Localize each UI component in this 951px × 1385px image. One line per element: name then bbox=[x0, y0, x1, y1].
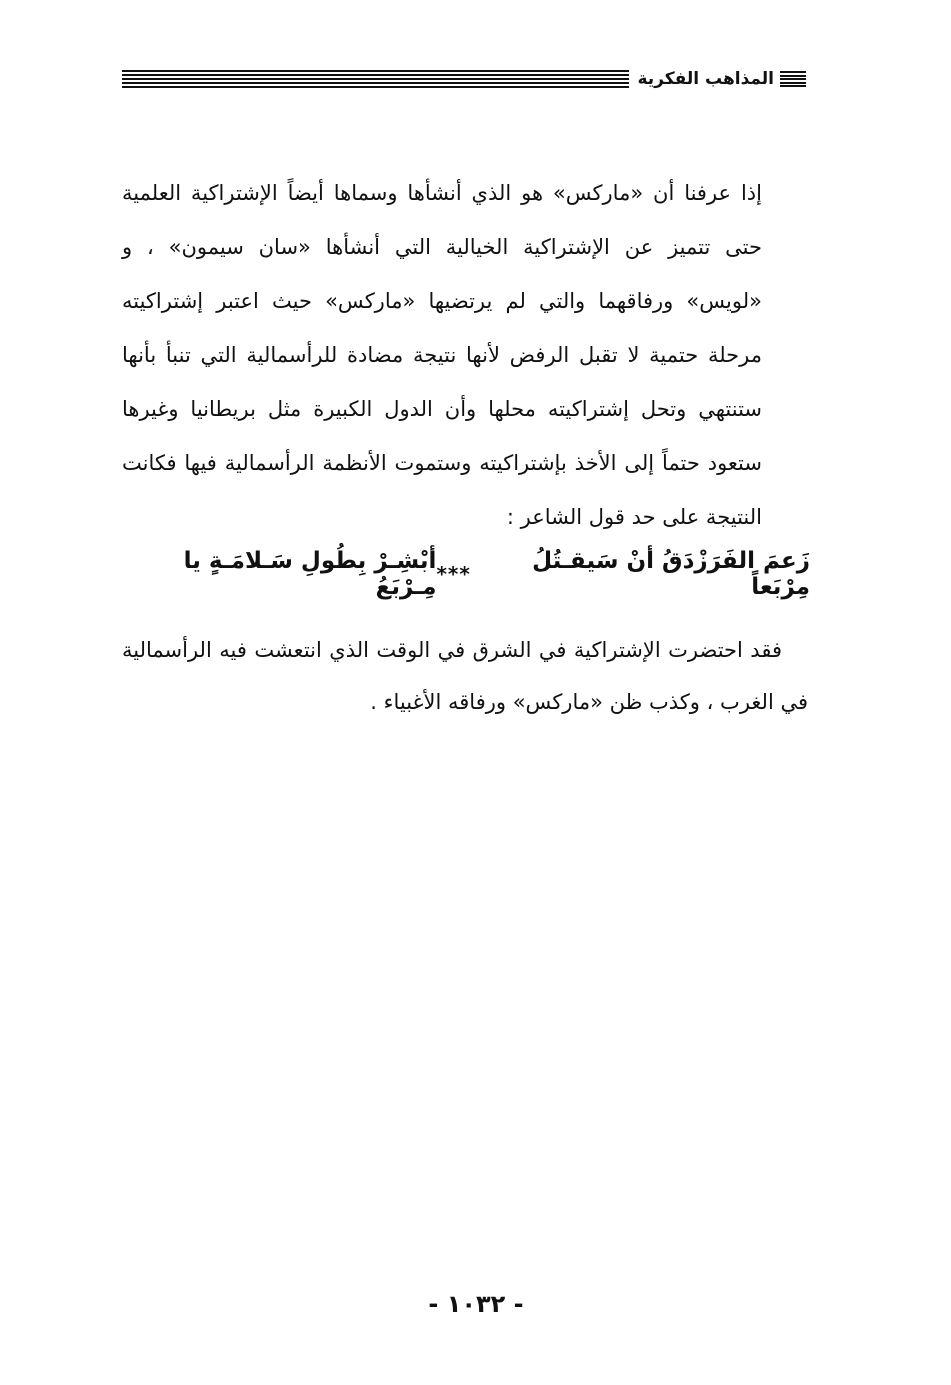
running-header bbox=[122, 62, 806, 96]
verse-separator: *** bbox=[436, 562, 471, 586]
header-title: المذاهب الفكرية bbox=[637, 69, 774, 89]
closing-paragraph: فقد احتضرت الإشتراكية في الشرق في الوقت الذي انتعشت فيه الرأسمالية في الغرب ، وكذب ظن «ماركس» ورفاقه الأغبياء . bbox=[122, 638, 808, 714]
lines-icon bbox=[780, 71, 806, 87]
page-number: - ١٠٣٢ - bbox=[428, 1290, 524, 1318]
verse-first-hemistich: زَعمَ الفَرَزْدَقُ أنْ سَيقـتُلُ مِرْبَعاً bbox=[532, 548, 810, 600]
closing-paragraph-block bbox=[122, 624, 808, 728]
main-paragraph: إذا عرفنا أن «ماركس» هو الذي أنشأها وسماها أيضاً الإشتراكية العلمية حتى تتميز عن الإشتراكية الخيالية التي أنشأها «سان سيمون» ، و «لويس» ورفاقهما والتي لم يرتضيها «ماركس» حيث اعتبر إشتراكيته مرحلة حتمية لا تقبل الرفض لأنها نتيجة مضادة للرأسمالية التي تنبأ بأنها ستنتهي وتحل إشتراكيته محلها وأن الدول الكبيرة مثل بريطانيا وغيرها ستعود حتماً إلى الأخذ بإشتراكيته وستموت الأنظمة الرأسمالية فيها فكانت النتيجة على حد قول الشاعر : bbox=[122, 181, 762, 529]
main-paragraph-block bbox=[122, 166, 762, 544]
poetry-verse bbox=[120, 550, 810, 598]
header-rule bbox=[122, 70, 629, 88]
verse-second-hemistich: أبْشِـرْ بِطُولِ سَـلامَـةٍ يا مِـرْبَعُ bbox=[183, 548, 437, 600]
